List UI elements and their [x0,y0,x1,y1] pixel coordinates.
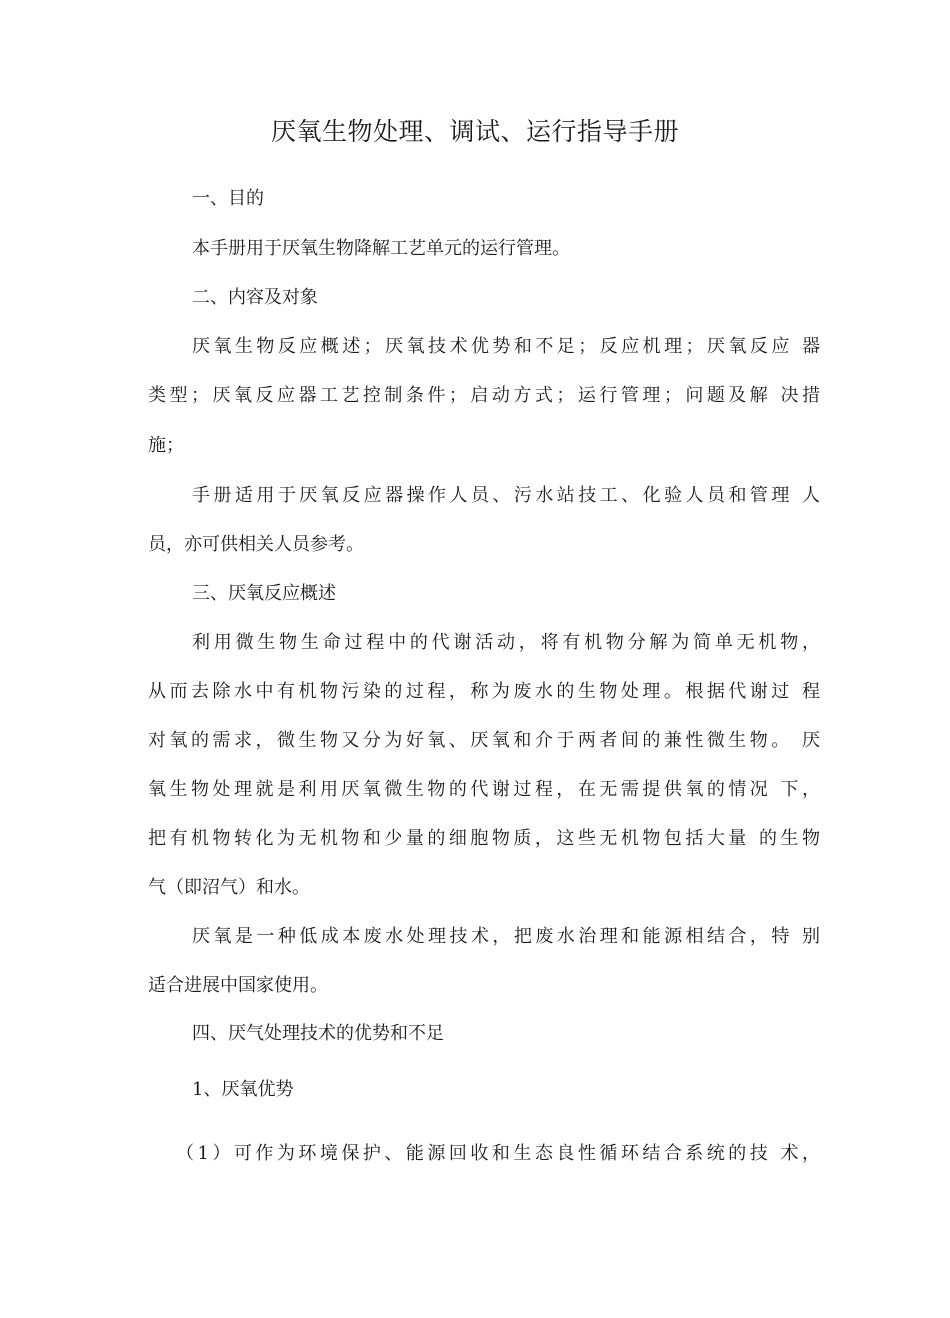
paragraph-line: 厌氧是一种低成本废水处理技术，把废水治理和能源相结合，特 别 [192,926,820,947]
paragraph-line: 氧生物处理就是利用厌氧微生物的代谢过程，在无需提供氧的情况 下， [148,779,820,800]
document-title: 厌氧生物处理、调试、运行指导手册 [270,117,679,146]
paragraph-line: 员，亦可供相关人员参考。 [148,534,364,555]
list-item-line: （1）可作为环境保护、能源回收和生态良性循环结合系统的技 术， [176,1143,820,1164]
section-heading-advantages: 四、厌气处理技术的优势和不足 [192,1023,444,1044]
paragraph-line: 类型；厌氧反应器工艺控制条件；启动方式；运行管理；问题及解 决措 [148,385,820,406]
section-heading-purpose: 一、目的 [192,188,264,209]
paragraph-line: 手册适用于厌氧反应器操作人员、污水站技工、化验人员和管理 人 [192,485,820,506]
paragraph-line: 厌氧生物反应概述；厌氧技术优势和不足；反应机理；厌氧反应 器 [192,336,820,357]
paragraph-line: 对氧的需求，微生物又分为好氧、厌氧和介于两者间的兼性微生物。 厌 [148,730,820,751]
paragraph-line: 把有机物转化为无机物和少量的细胞物质，这些无机物包括大量 的生物 [148,828,820,849]
section-heading-content: 二、内容及对象 [192,287,318,308]
paragraph-line: 施； [148,435,184,456]
paragraph-line: 利用微生物生命过程中的代谢活动，将有机物分解为简单无机物， [192,632,820,653]
paragraph-line: 气（即沼气）和水。 [148,877,310,898]
subsection-heading-anaerobic-advantages: 1、厌氧优势 [192,1079,294,1100]
paragraph-line: 从而去除水中有机物污染的过程，称为废水的生物处理。根据代谢过 程 [148,681,820,702]
paragraph-line: 适合进展中国家使用。 [148,975,328,996]
paragraph-line: 本手册用于厌氧生物降解工艺单元的运行管理。 [192,238,570,259]
section-heading-overview: 三、厌氧反应概述 [192,583,336,604]
